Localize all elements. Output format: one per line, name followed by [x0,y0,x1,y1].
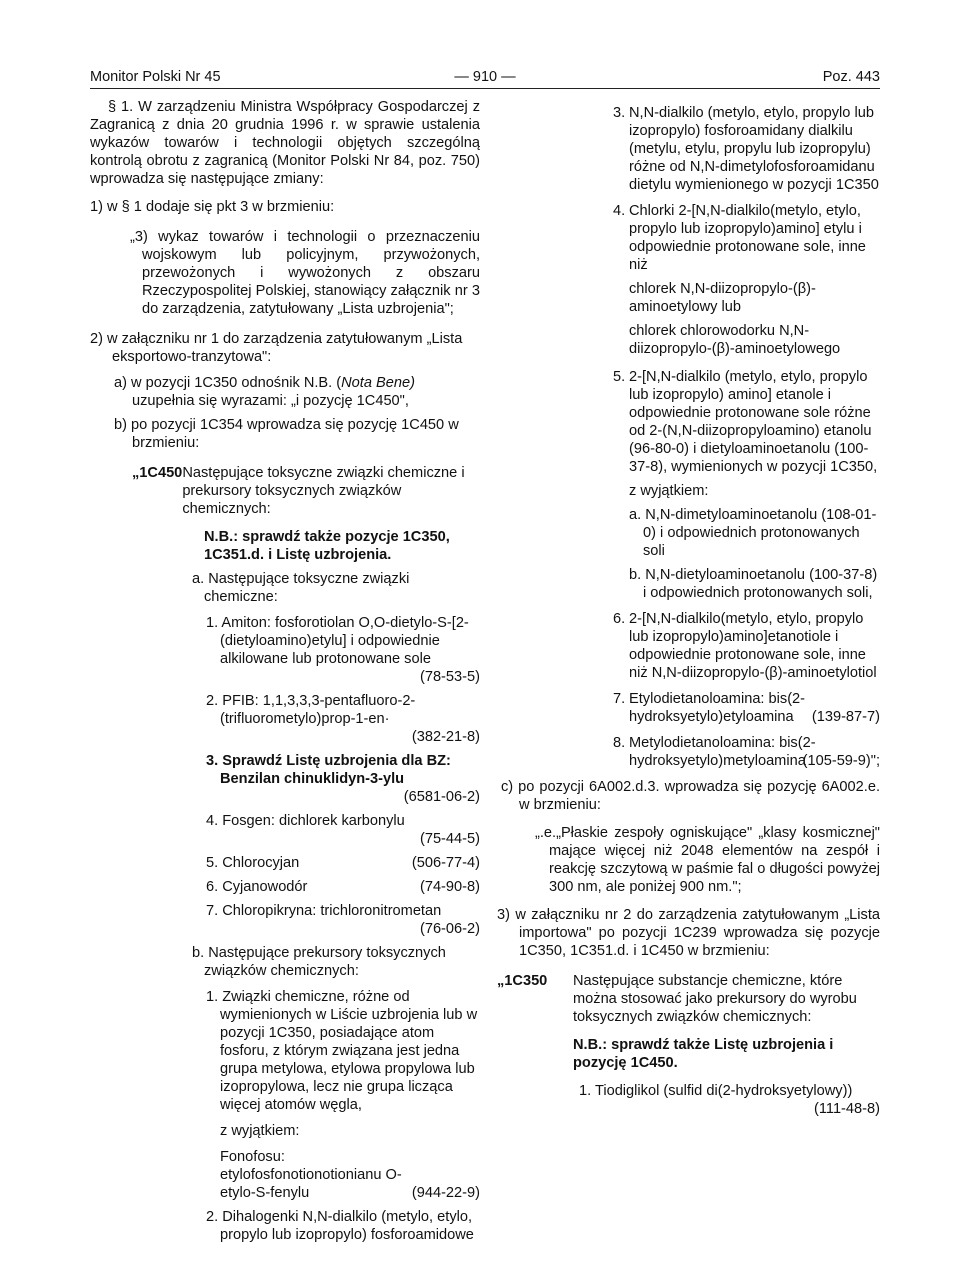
item-2c: c) po pozycji 6A002.d.3. wprowadza się pozycję 6A002.e. w brzmieniu: [501,779,880,813]
list-item: 3. Sprawdź Listę uzbrojenia dla BZ: Benzilan chinuklidyn-3-ylu (6581-06-2) [206,753,480,805]
list-item: 3. N,N-dialkilo (metylo, etylo, propylo lub izopropylo) fosforoamidany dialkilu (metylu, etylu, propylu lub izopropylu) różne od N,N-dimetylofosforoamidanu dietylu wymienionego w pozycji 1C350 [613,105,879,193]
entry-title: Następujące toksyczne związki chemiczne i prekursory toksycznych związków chemicznych: [182,465,465,517]
position-number: Poz. 443 [822,69,880,85]
list-item: 8. Metylodietanoloamina: bis(2-hydroksyetylo)metyloamina (105-59-9)"; [613,735,880,769]
right-column [497,104,880,1118]
cas-number: (75-44-5) [419,831,480,847]
exception-label: z wyjątkiem: [629,483,709,499]
list-item: 5. Chlorocyjan (506-77-4) [206,855,480,871]
quoted-6a002e: „.e.„Płaskie zespoły ogniskujące" „klasy kosmicznej" mające więcej niż 2048 elementów na zespół i reakcję szczytową w paśmie fal o długości powyżej 300 nm, ale poniżej 900 nm."; [535,825,880,895]
amendment-item-3: 3) w załączniku nr 2 do zarządzenia zatytułowanym „Lista importowa" po pozycji 1C239 wprowadza się pozycje 1C350, 1C351.d. i 1C450 w brzmieniu: [497,907,880,959]
item-2a: a) w pozycji 1C350 odnośnik N.B. (Nota Bene) uzupełnia się wyrazami: „i pozycję 1C450", [114,375,415,409]
list-item: 1. Związki chemiczne, różne od wymienionych w Liście uzbrojenia lub w pozycji 1C350, posiadające atom fosforu, z którym związana jest jedna grupa metylowa, etylowa propylowa lub izopropylowa, lecz nie grupa licząca więcej atomów węgla, z wyjątkiem: Fonofosu: etylofosfonotionotionianu O-etylo-S-fenylu (944-22-9) [206,989,480,1201]
list-item: 4. Fosgen: dichlorek karbonylu (75-44-5) [206,813,480,847]
amendment-item-2: 2) w załączniku nr 1 do zarządzenia zatytułowanym „Lista eksportowo-tranzytowa": [90,331,463,365]
list-item: 1. Tiodiglikol (sulfid di(2-hydroksyetylowy)) (111-48-8) [579,1083,880,1117]
cas-number: (506-77-4) [411,855,480,871]
list-item: 7. Etylodietanoloamina: bis(2-hydroksyetylo)etyloamina (139-87-7) [613,691,880,725]
cas-number: (944-22-9) [411,1185,480,1201]
cas-number: (78-53-5) [419,669,480,685]
list-item: 2. PFIB: 1,1,3,3,3-pentafluoro-2-(trifluorometylo)prop-1-en· (382-21-8) [206,693,480,745]
cas-number: (74-90-8) [419,879,480,895]
entry-title: Następujące substancje chemiczne, które można stosować jako prekursory do wyrobu toksycznych związków chemicznych: [573,973,857,1025]
amendment-item-1: 1) w § 1 dodaje się pkt 3 w brzmieniu: [90,199,335,215]
intro-paragraph: § 1. W zarządzeniu Ministra Współpracy Gospodarczej z Zagranicą z dnia 20 grudnia 1996 r. w sprawie ustalenia wykazów towarów i technologii objętych szczególną kontrolą obrotu z zagranicą (Monitor Polski Nr 84, poz. 750) wprowadza się następujące zmiany: [90,99,480,187]
continued-list [613,104,880,770]
list-item: 6. 2-[N,N-dialkilo(metylo, etylo, propylo lub izopropylo)amino]etanotiole i odpowiednie protonowane sole, inne niż N,N-diizopropylo-(β)-aminoetylotiol [613,611,877,681]
section-b-heading: b. Następujące prekursory toksycznych związków chemicznych: [192,945,446,979]
item-2b: b) po pozycji 1C354 wprowadza się pozycję 1C450 w brzmieniu: [114,417,459,451]
left-column [90,98,480,1244]
exception-label: z wyjątkiem: [220,1123,300,1139]
cas-number: (105-59-9)"; [802,753,880,769]
cas-number: (76-06-2) [419,921,480,937]
nb-note: N.B.: sprawdź także Listę uzbrojenia i pozycję 1C450. [573,1037,834,1071]
entry-1c350 [497,972,880,1026]
nota-bene-italic: Nota Bene) [341,375,415,391]
entry-1c450 [132,464,480,518]
page-number: — 910 — [454,69,516,85]
entry-code: „1C350 [497,973,548,989]
list-item: 5. 2-[N,N-dialkilo (metylo, etylo, propylo lub izopropylo) amino] etanole i odpowiednie protonowane sole różne od 2-(N,N-diizopropyloamino) etanolu (96-80-0) i dietyloaminoetanolu (100-37-8), wymienionych w pozycji 1C350, z wyjątkiem: a. N,N-dimetyloaminoetanolu (108-01-0) i odpowiednich protonowanych soli b. N,N-dietyloaminoetanolu (100-37-8) i odpowiednich protonowanych soli, [613,368,880,602]
section-a-list [206,614,480,938]
cas-number: (6581-06-2) [403,789,480,805]
cas-number: (382-21-8) [411,729,480,745]
cas-number: (111-48-8) [814,1101,880,1117]
nb-note: N.B.: sprawdź także pozycje 1C350, 1C351.d. i Listę uzbrojenia. [204,529,450,563]
publication-title: Monitor Polski Nr 45 [90,69,221,85]
list-item: 4. Chlorki 2-[N,N-dialkilo(metylo, etylo, propylo lub izopropylo)amino] etylu i odpowiednie protonowane sole, inne niż chlorek N,N-diizopropylo-(β)-aminoetylowy lub chlorek chlorowodorku N,N-diizopropylo-(β)-aminoetylowego [613,203,866,357]
cas-number: (139-87-7) [811,709,880,725]
quoted-point-3: „3) wykaz towarów i technologii o przeznaczeniu wojskowym lub policyjnym, przywożonych, przewożonych i wywożonych z obszaru Rzeczypospolitej Polskiej, stanowiący załącznik nr 3 do zarządzenia, zatytułowany „Lista uzbrojenia"; [130,229,480,317]
list-item: 2. Dihalogenki N,N-dialkilo (metylo, etylo, propylo lub izopropylo) fosforoamidowe [206,1209,474,1243]
list-item: 7. Chloropikryna: trichloronitrometan (76-06-2) [206,903,480,937]
page-header [90,68,880,89]
section-b-list [206,988,480,1244]
section-a-heading: a. Następujące toksyczne związki chemiczne: [192,571,410,605]
entry-code: „1C450 [132,465,183,481]
list-item: 1. Amiton: fosforotiolan O,O-dietylo-S-[2-(dietyloamino)etylu] i odpowiednie alkilowane lub protonowane sole (78-53-5) [206,615,480,685]
list-item: 6. Cyjanowodór (74-90-8) [206,879,480,895]
